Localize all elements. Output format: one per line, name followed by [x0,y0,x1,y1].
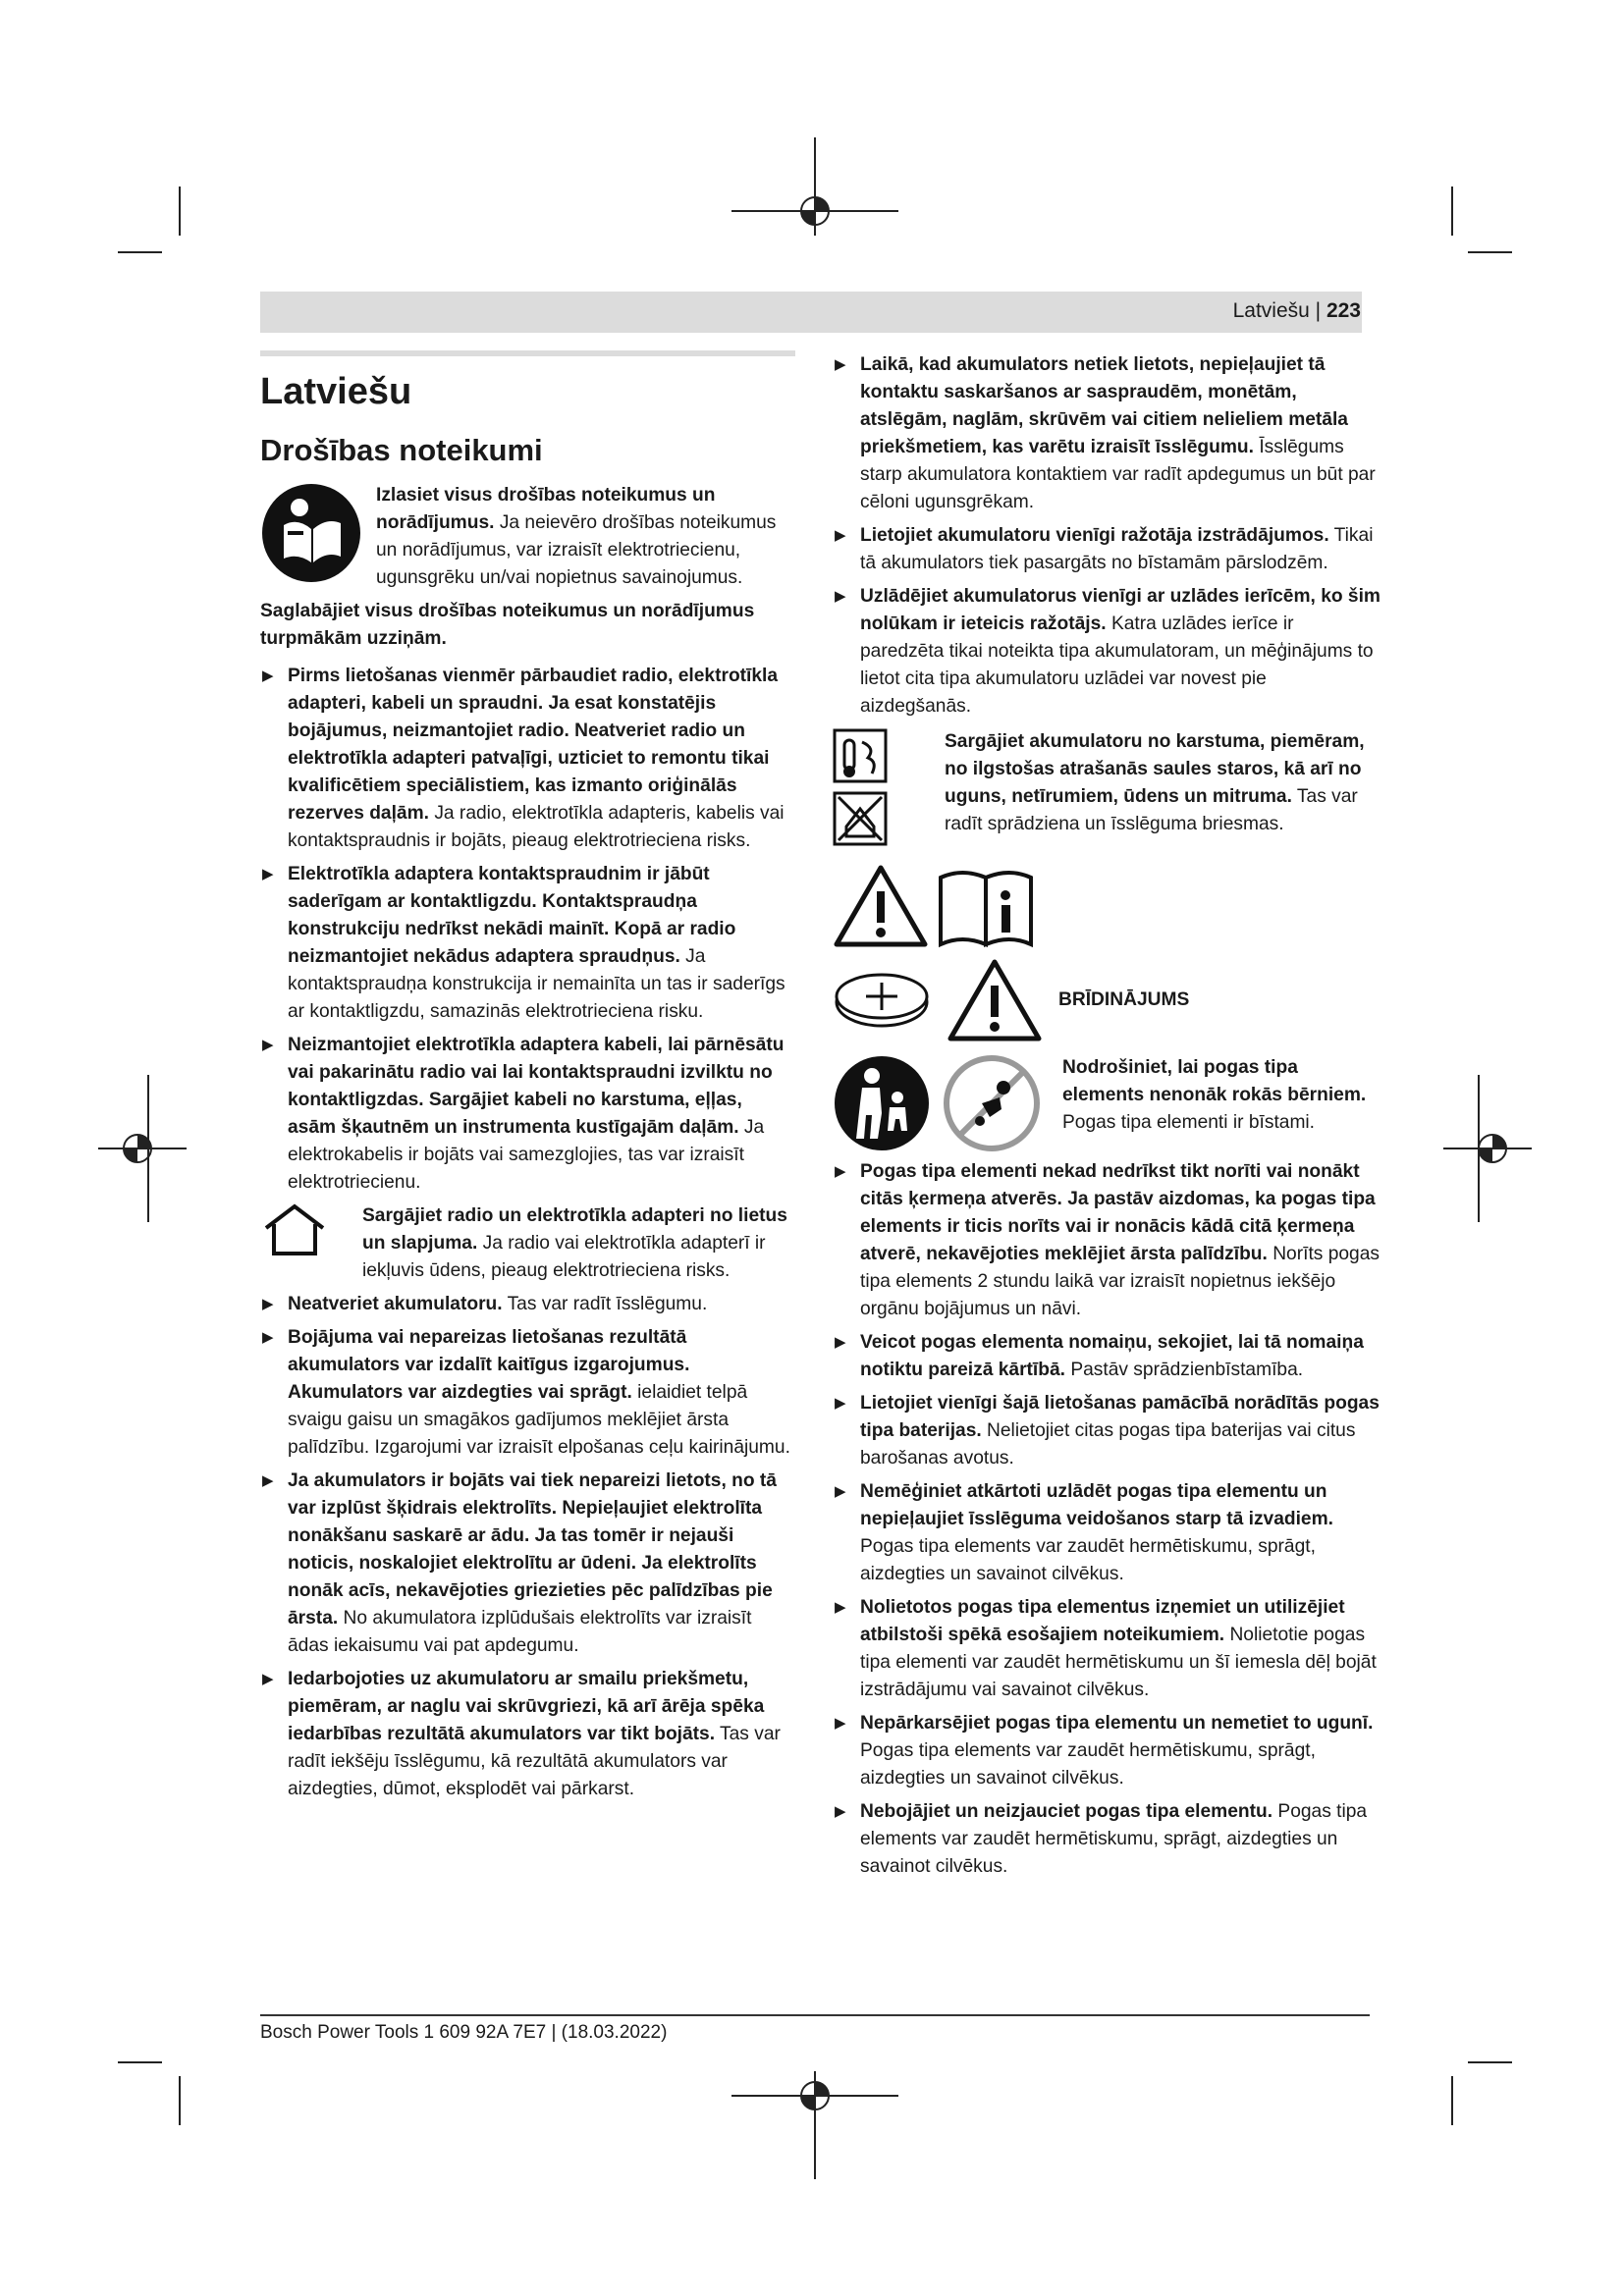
safety-item [260,663,795,855]
page-title: Latviešu [260,371,412,412]
safety-item [260,1291,795,1318]
heat-block [833,728,1382,846]
safety-item [833,1390,1382,1472]
children-block [833,1054,1382,1152]
item-text: Ja kontaktspraudņa konstrukcija ir nemainīta un tas ir saderīgs ar kontaktligzdu, samazinās elektrotrieciena risku. [288,946,785,1022]
safety-item [260,1324,795,1462]
safety-item [833,1329,1382,1384]
item-text: Tikai tā akumulators tiek pasargāts no bīstamām pārslodzēm. [860,525,1374,573]
item-text: Pogas tipa elements var zaudēt hermētiskumu, sprāgt, aizdegties un savainot cilvēkus. [860,1536,1316,1584]
item-text: ielaidiet telpā svaigu gaisu un smagākos gadījumos meklējiet ārsta palīdzību. Izgarojumi var izraisīt elpošanas ceļu kairinājumu. [288,1382,790,1458]
item-bold: Pogas tipa elementi nekad nedrīkst tikt norīti vai nonākt citās ķermeņa atverēs. Ja pastāv aizdomas, ka pogas tipa elements ir ticis norīts vai ir nonācis kādā citā ķermeņa atverē, nekavējoties meklējiet ārsta palīdzību. [860,1161,1376,1264]
item-bold: Laikā, kad akumulators netiek lietots, nepieļaujiet tā kontaktu saskaršanos ar saspraudēm, monētām, atslēgām, naglām, skrūvēm vai citiem nelieliem metāla priekšmetiem, kas varētu izraisīt īsslēgumu. [860,354,1348,457]
keep-notice: Saglabājiet visus drošības noteikumus un norādījumus turpmākām uzziņām. [260,601,755,649]
crop-mark [1468,251,1512,253]
bullet-triangle-icon: ▶ [835,1483,846,1500]
item-bold: Veicot pogas elementa nomaiņu, sekojiet, lai tā nomaiņa notiktu pareizā kārtībā. [860,1332,1364,1380]
item-bold: Bojājuma vai nepareizas lietošanas rezultātā akumulators var izdalīt kaitīgus izgarojumus. Akumulators var aizdegties vai sprāgt. [288,1327,690,1403]
item-bold: Uzlādējiet akumulatorus vienīgi ar uzlādes ierīcēm, ko šim nolūkam ir ieteicis ražotājs. [860,586,1380,634]
safety-item [833,522,1382,577]
crop-mark [118,251,162,253]
bullet-triangle-icon: ▶ [262,866,274,882]
safety-item [833,351,1382,516]
warning-triangle-icon [833,864,929,948]
left-column [260,353,795,1809]
no-water-icon [833,791,888,846]
safety-item [833,1798,1382,1881]
crop-mark [179,187,181,236]
item-bold: Iedarbojoties uz akumulatoru ar smailu priekšmetu, piemēram, ar naglu vai skrūvgriezi, kā arī ārēja spēka iedarbības rezultātā akumulators var tikt bojāts. [288,1669,765,1744]
button-cell-icon [833,971,931,1030]
safety-item [260,1468,795,1660]
header-section: Latviešu [1232,299,1310,322]
crop-mark [1451,2076,1453,2125]
item-text: Pogas tipa elements var zaudēt hermētiskumu, sprāgt, aizdegties un savainot cilvēkus. [860,1740,1316,1789]
no-swallow-icon [943,1054,1041,1152]
keep-away-children-icon [833,1054,931,1152]
bullet-triangle-icon: ▶ [835,1163,846,1180]
crop-mark [179,2076,181,2125]
page-footer: Bosch Power Tools 1 609 92A 7E7 | (18.03.2022) [260,2022,668,2043]
rain-block [260,1202,795,1285]
bullet-triangle-icon: ▶ [835,1599,846,1616]
bullet-triangle-icon: ▶ [262,1329,274,1346]
warning-label: BRĪDINĀJUMS [1058,989,1190,1010]
item-text: Norīts pogas tipa elements 2 stundu laikā var izraisīt nopietnus iekšējo orgānu bojājumus un nāvi. [860,1244,1380,1319]
right-column [833,351,1382,1887]
page-number: 223 [1326,299,1361,322]
bullet-triangle-icon: ▶ [835,1395,846,1412]
item-text: Tas var radīt īsslēgumu. [502,1294,708,1314]
section-title: Drošības noteikumi [260,433,543,467]
item-bold: Nebojājiet un neizjauciet pogas tipa elementu. [860,1801,1273,1822]
footer-rule [260,2014,1370,2016]
registration-mark-bottom [731,2071,898,2179]
heat-text: Tas var radīt sprādziena un īsslēguma briesmas. [945,786,1358,834]
item-bold: Lietojiet vienīgi šajā lietošanas pamācībā norādītās pogas tipa baterijas. [860,1393,1380,1441]
bullet-triangle-icon: ▶ [262,1472,274,1489]
item-bold: Pirms lietošanas vienmēr pārbaudiet radio, elektrotīkla adapteri, kabeli un spraudni. Ja esat konstatējis bojājumus, neizmantojiet radio. Neatveriet radio un elektrotīkla adapteri patvaļīgi, uzticiet to remontu tikai kvalificētiem speciālistiem, kas izmanto oriģinālās rezerves daļām. [288,666,779,824]
heat-warning-icon [833,728,888,783]
item-bold: Neatveriet akumulatoru. [288,1294,503,1314]
warning-triangle-icon [947,958,1043,1042]
item-text: Ja radio, elektrotīkla adapteris, kabelis vai kontaktspraudnis ir bojāts, pieaug elektrotrieciena risks. [288,803,785,851]
read-manual-icon [260,482,362,584]
item-text: Ja elektrokabelis ir bojāts vai samezglojies, tas var izraisīt elektrotriecienu. [288,1117,765,1193]
warning-row [833,958,1382,1042]
safety-item [833,583,1382,721]
bullet-triangle-icon: ▶ [835,1803,846,1820]
read-manual-book-icon [937,864,1035,948]
item-text: No akumulatora izplūdušais elektrolīts var izraisīt ādas iekaisumu vai pat apdegumu. [288,1608,752,1656]
item-bold: Nepārkarsējiet pogas tipa elementu un nemetiet to ugunī. [860,1713,1374,1734]
bullet-triangle-icon: ▶ [262,667,274,684]
item-text: Īsslēgums starp akumulatora kontaktiem var radīt apdegumus un būt par cēloni ugunsgrēkam. [860,437,1376,512]
item-bold: Neizmantojiet elektrotīkla adaptera kabeli, lai pārnēsātu vai pakarinātu radio vai lai kontaktspraudni izvilktu no kontaktligzdas. Sargājiet kabeli no karstuma, eļļas, asām šķautnēm un instrumenta kustīgajām daļām. [288,1035,785,1138]
safety-item [833,1594,1382,1704]
indoor-use-icon [260,1202,329,1257]
item-text: Tas var radīt iekšēju īsslēgumu, kā rezultātā akumulators var aizdegties, dūmot, eksplodēt vai pārkarst. [288,1724,781,1799]
crop-mark [1451,187,1453,236]
registration-mark-left [98,1119,187,1178]
page-header: Latviešu | 223 [1232,299,1361,322]
bullet-triangle-icon: ▶ [262,1037,274,1053]
children-text: Pogas tipa elementi ir bīstami. [1062,1112,1316,1133]
item-text: Pogas tipa elements var zaudēt hermētiskumu, sprāgt, aizdegties un savainot cilvēkus. [860,1801,1368,1877]
intro-block [260,482,795,592]
item-text: Nelietojiet citas pogas tipa baterijas vai citus barošanas avotus. [860,1420,1356,1468]
rain-text: Ja radio vai elektrotīkla adapterī ir iekļuvis ūdens, pieaug elektrotrieciena risks. [362,1233,766,1281]
bullet-triangle-icon: ▶ [835,588,846,605]
item-bold: Nolietotos pogas tipa elementus izņemiet un utilizējiet atbilstoši spēkā esošajiem noteikumiem. [860,1597,1345,1645]
header-bar [260,292,1362,333]
intro-bold: Izlasiet visus drošības noteikumus un norādījumus. [376,485,716,533]
bullet-triangle-icon: ▶ [262,1671,274,1687]
safety-item [260,1666,795,1803]
bullet-triangle-icon: ▶ [835,1334,846,1351]
registration-mark-right [1443,1119,1532,1178]
item-bold: Nemēģiniet atkārtoti uzlādēt pogas tipa elementu un nepieļaujiet īsslēguma veidošanos starp tā izvadiem. [860,1481,1333,1529]
safety-item [833,1710,1382,1792]
rain-bold: Sargājiet radio un elektrotīkla adapteri no lietus un slapjuma. [362,1205,787,1254]
bullet-triangle-icon: ▶ [835,527,846,544]
item-bold: Elektrotīkla adaptera kontaktspraudnim ir jābūt saderīgam ar kontaktligzdu. Kontaktspraudņa konstrukciju nedrīkst nekādi mainīt. Kopā ar radio neizmantojiet nekādus adaptera spraudņus. [288,864,736,967]
bullet-triangle-icon: ▶ [835,1715,846,1732]
safety-item [833,1158,1382,1323]
crop-mark [1468,2061,1512,2063]
safety-item [260,861,795,1026]
item-bold: Lietojiet akumulatoru vienīgi ražotāja izstrādājumos. [860,525,1329,546]
item-text: Katra uzlādes ierīce ir paredzēta tikai noteikta tipa akumulatoram, un mēģinājums to lietot cita tipa akumulatoru uzlādei var novest pie aizdegšanās. [860,614,1374,717]
bullet-triangle-icon: ▶ [262,1296,274,1312]
bullet-triangle-icon: ▶ [835,356,846,373]
heat-bold: Sargājiet akumulatoru no karstuma, piemēram, no ilgstošas atrašanās saules staros, kā arī no uguns, netīrumiem, ūdens un mitruma. [945,731,1365,807]
intro-text: Ja neievēro drošības noteikumus un norādījumus, var izraisīt elektrotriecienu, ugunsgrēku un/vai nopietnus savainojumus. [376,512,777,588]
registration-mark-top [731,137,898,245]
crop-mark [118,2061,162,2063]
children-bold: Nodrošiniet, lai pogas tipa elements nenonāk rokās bērniem. [1062,1057,1367,1105]
safety-item [260,1032,795,1197]
item-text: Pastāv sprādzienbīstamība. [1064,1360,1304,1380]
safety-item [833,1478,1382,1588]
warning-symbols-row [833,864,1382,948]
item-bold: Ja akumulators ir bojāts vai tiek nepareizi lietots, no tā var izplūst šķidrais elektrolīts. Nepieļaujiet elektrolīta nonākšanu saskarē ar ādu. Ja tas tomēr ir nejauši noticis, noskalojiet elektrolītu ar ūdeni. Ja elektrolīts nonāk acīs, nekavējoties griezieties pēc palīdzības pie ārsta. [288,1470,777,1629]
item-text: Nolietotie pogas tipa elementi var zaudēt hermētiskumu un šī iemesla dēļ bojāt izstrādājumu vai savainot cilvēkus. [860,1625,1377,1700]
